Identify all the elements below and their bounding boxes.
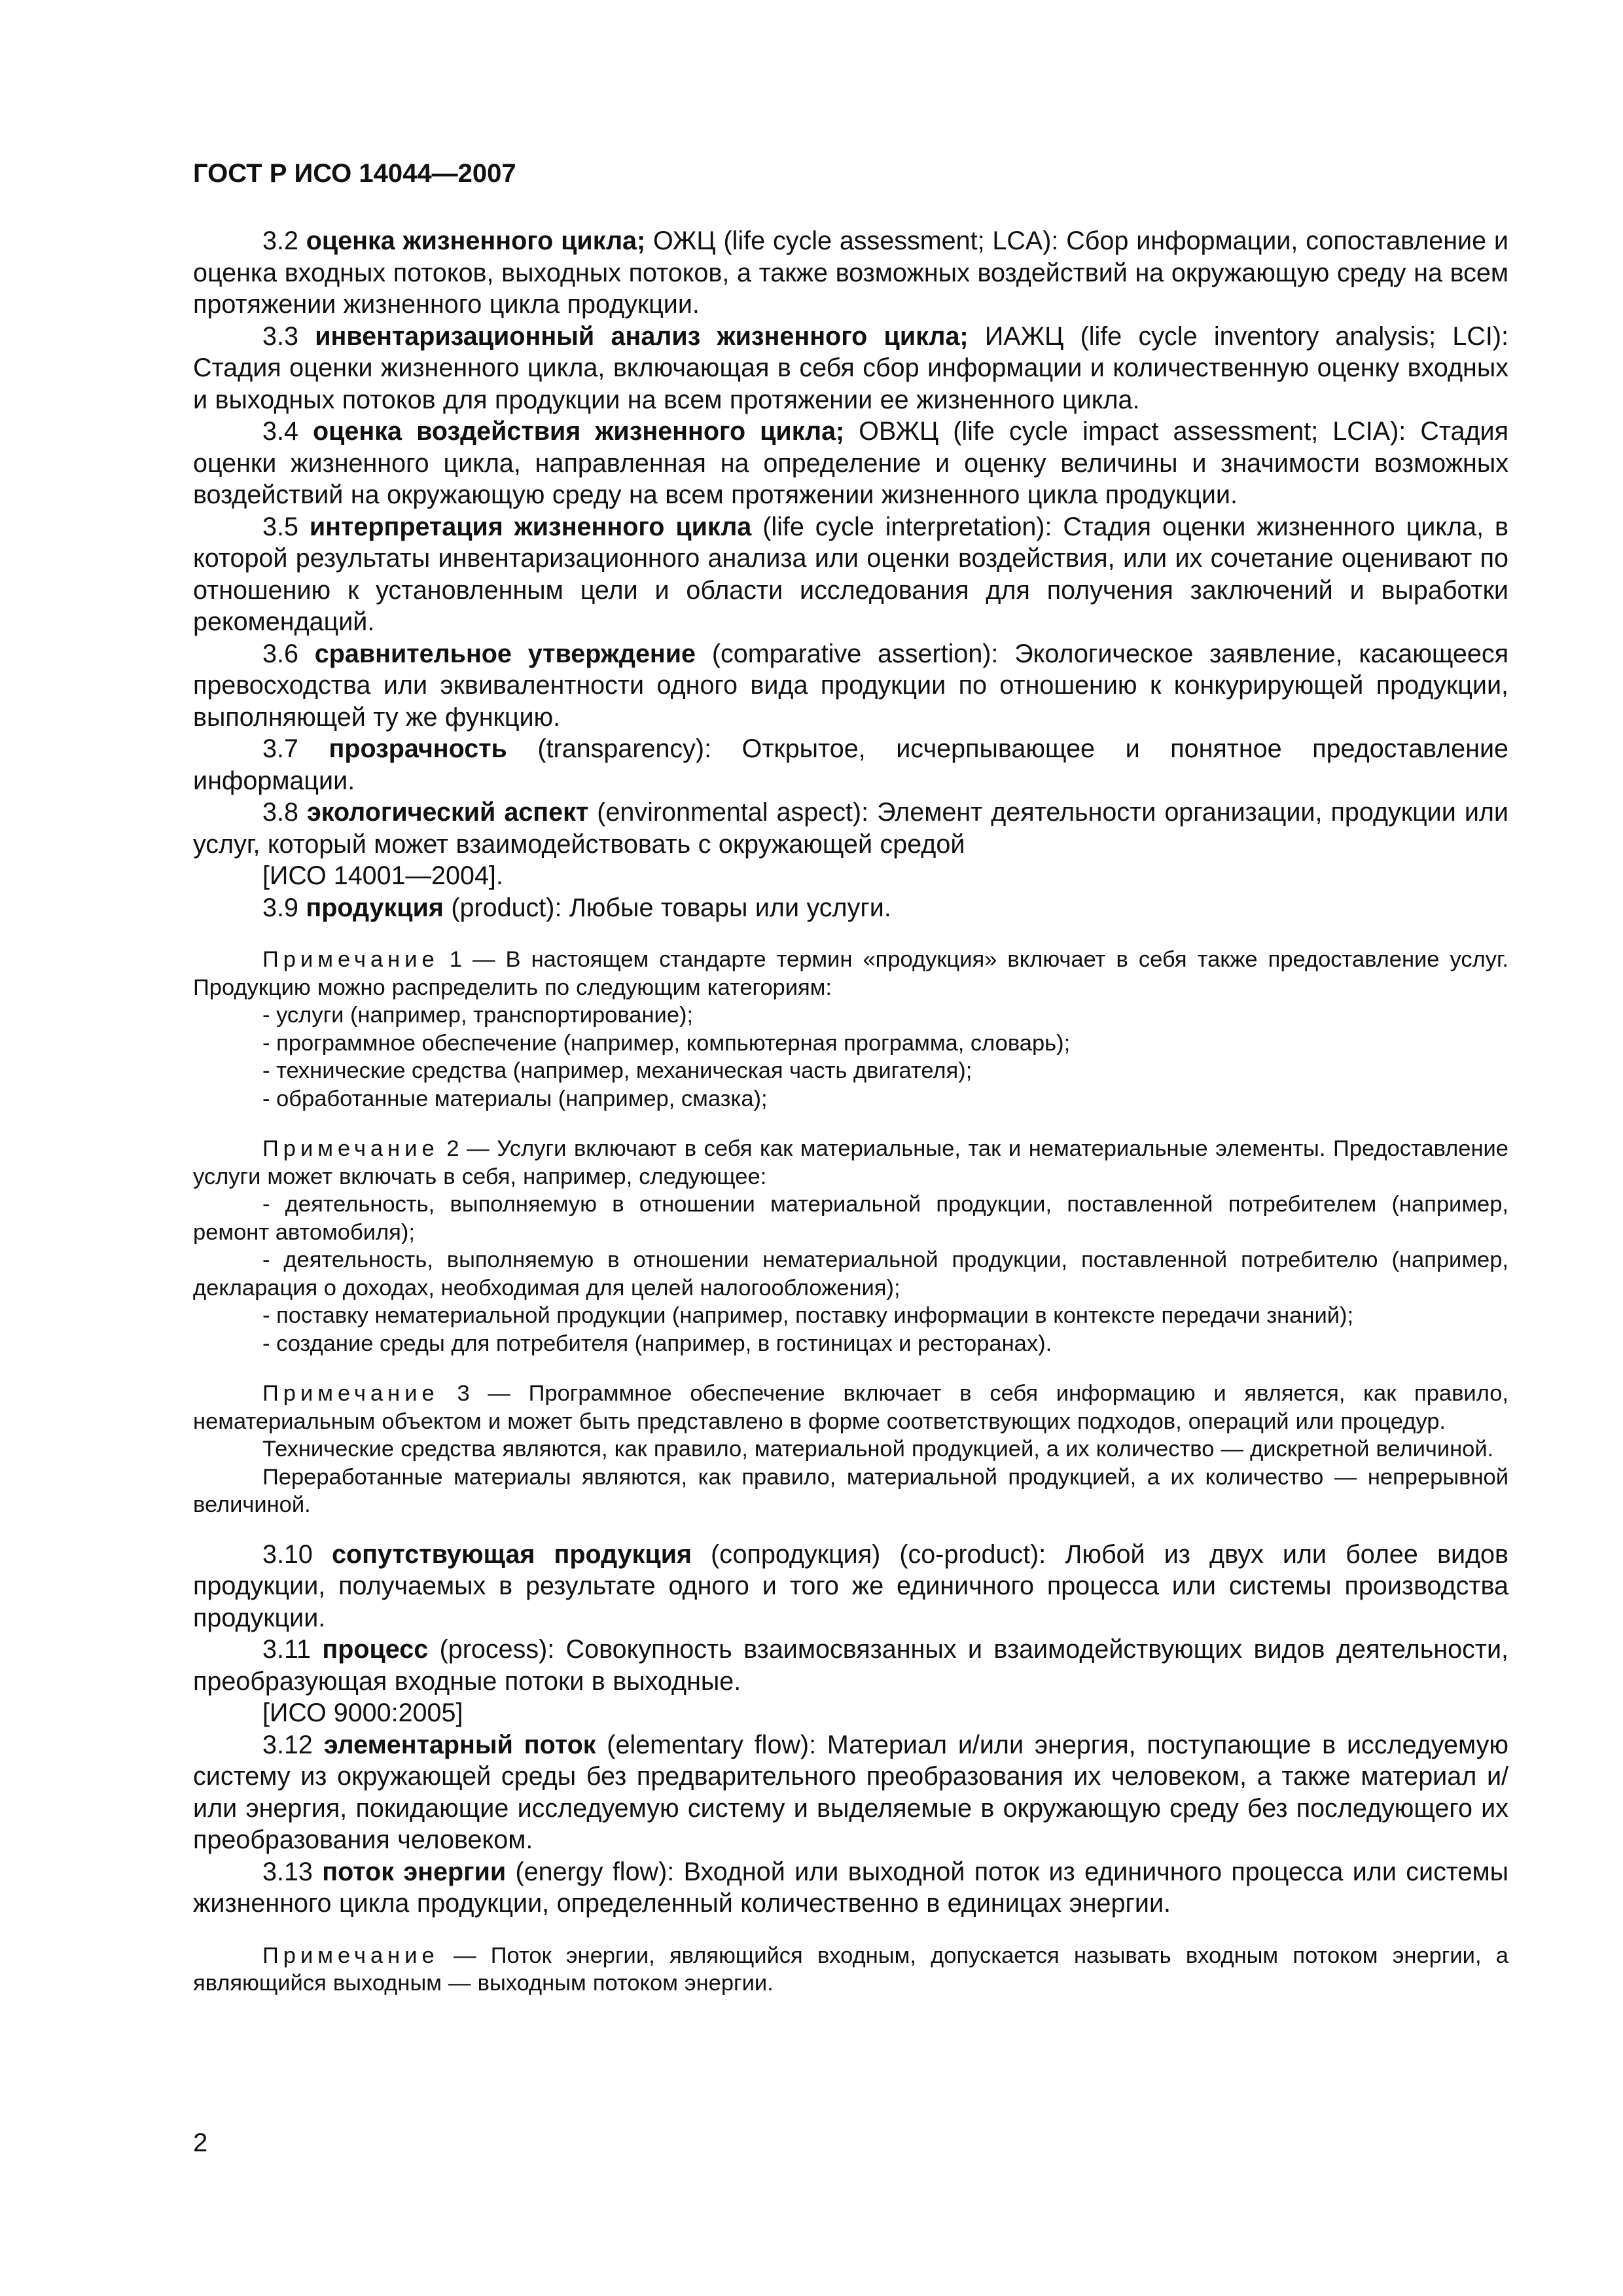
list-item: - поставку нематериальной продукции (например, поставку информации в контексте передачи знаний); xyxy=(262,1303,1354,1328)
term-entry-3-6 xyxy=(193,638,1508,734)
note-4 xyxy=(193,1942,1508,1998)
entry-definition: (environmental aspect): Элемент деятельности организации, продукции или услуг, который может взаимодействовать с окружающей средой xyxy=(193,798,1508,859)
note-text: Примечание 1 — В настоящем стандарте термин «продукция» включает в себя также предоставление услуг. Продукцию можно распределить по следующим категориям: xyxy=(193,947,1508,1000)
entry-number: 3.9 xyxy=(262,893,298,922)
note-label: Примечание xyxy=(262,1381,439,1406)
page-number: 2 xyxy=(193,2128,208,2157)
entry-number: 3.10 xyxy=(262,1539,313,1569)
entry-term: сопутствующая продукция xyxy=(332,1539,692,1569)
term-entry-3-3 xyxy=(193,321,1508,416)
entry-number: 3.5 xyxy=(262,512,298,541)
document-header: ГОСТ Р ИСО 14044—2007 xyxy=(193,159,516,188)
entry-term: элементарный поток xyxy=(323,1730,596,1759)
entry-definition: (сопродукция) (co-product): Любой из двух или более видов продукции, получаемых в результате одного и того же единичного процесса или системы производства продукции. xyxy=(193,1539,1509,1632)
entry-number: 3.4 xyxy=(262,417,298,446)
note-label: Примечание xyxy=(262,1136,439,1161)
note-text: Примечание — Поток энергии, являющийся входным, допускается называть входным потоком энергии, а являющийся выходным — выходным потоком энергии. xyxy=(193,1943,1508,1996)
entry-definition: (transparency): Открытое, исчерпывающее и понятное предоставление информации. xyxy=(193,734,1508,795)
note-label: Примечание xyxy=(262,1943,439,1968)
note-3 xyxy=(193,1380,1508,1519)
entry-number: 3.7 xyxy=(262,734,298,763)
term-entry-3-11 xyxy=(193,1634,1508,1697)
term-entry-3-5 xyxy=(193,511,1508,638)
note-1 xyxy=(193,946,1508,1113)
list-item: - деятельность, выполняемую в отношении нематериальной продукции, поставленной потребителю (например, декларация о доходах, необходимая для целей налогообложения); xyxy=(193,1247,1508,1300)
term-entry-3-7 xyxy=(193,733,1508,797)
entry-definition: ИАЖЦ (life cycle inventory analysis; LCI): Стадия оценки жизненного цикла, включающая в себя сбор информации и количественную оценку входных и выходных потоков для продукции на всем протяжении ее жизненного цикла. xyxy=(193,321,1508,414)
entry-term: продукция xyxy=(306,893,444,922)
entry-definition: ОЖЦ (life cycle assessment; LCA): Сбор информации, сопоставление и оценка входных потоков, выходных потоков, а также возможных воздействий на окружающую среду на всем протяжении жизненного цикла продукции. xyxy=(193,226,1508,319)
entry-definition: (process): Совокупность взаимосвязанных и взаимодействующих видов деятельности, преобразующая входные потоки в выходные. xyxy=(193,1635,1508,1696)
entry-term: прозрачность xyxy=(329,734,507,763)
list-item: - создание среды для потребителя (например, в гостиницах и ресторанах). xyxy=(262,1331,1052,1356)
source-reference: [ИСО 9000:2005] xyxy=(262,1698,463,1727)
note-paragraph: Технические средства являются, как правило, материальной продукцией, а их количество — дискретной величиной. xyxy=(262,1437,1494,1462)
note-2 xyxy=(193,1135,1508,1357)
term-entry-3-10 xyxy=(193,1539,1508,1634)
entry-definition: (product): Любые товары или услуги. xyxy=(443,893,891,922)
list-item: - программное обеспечение (например, компьютерная программа, словарь); xyxy=(262,1030,1071,1056)
entry-number: 3.2 xyxy=(262,226,298,255)
entry-definition: (life cycle interpretation): Стадия оценки жизненного цикла, в которой результаты инвентаризационного анализа или оценки воздействия, или их сочетание оценивают по отношению к установленным цели и области исследования для получения заключений и выработки рекомендаций. xyxy=(193,512,1508,636)
entry-term: экологический аспект xyxy=(306,798,589,827)
entry-term: процесс xyxy=(322,1635,429,1664)
entry-term: инвентаризационный анализ жизненного цикла; xyxy=(315,321,969,351)
entry-number: 3.3 xyxy=(262,321,298,351)
term-entry-3-4 xyxy=(193,416,1508,511)
term-entry-3-8 xyxy=(193,797,1508,860)
list-item: - деятельность, выполняемую в отношении материальной продукции, поставленной потребителем (например, ремонт автомобиля); xyxy=(193,1192,1508,1245)
note-text: Примечание 2 — Услуги включают в себя как материальные, так и нематериальные элементы. Предоставление услуги может включать в себя, например, следующее: xyxy=(193,1136,1508,1189)
entry-definition: (comparative assertion): Экологическое заявление, касающееся превосходства или эквивалентности одного вида продукции по отношению к конкурирующей продукции, выполняющей ту же функцию. xyxy=(193,639,1508,732)
entry-term: сравнительное утверждение xyxy=(314,639,696,668)
entry-definition: ОВЖЦ (life cycle impact assessment; LCIA): Стадия оценки жизненного цикла, направленная на определение и оценку величины и значимости возможных воздействий на окружающую среду на всем протяжении жизненного цикла продукции. xyxy=(193,417,1508,509)
entry-definition: (elementary flow): Материал и/или энергия, поступающие в исследуемую систему из окружающей среды без предварительного преобразования их человеком, а также материал и/или энергия, покидающие исследуемую систему и выделяемые в окружающую среду без последующего их преобразования человеком. xyxy=(193,1730,1508,1854)
list-item: - обработанные материалы (например, смазка); xyxy=(262,1086,768,1111)
list-item: - услуги (например, транспортирование); xyxy=(262,1003,694,1028)
entry-term: оценка воздействия жизненного цикла; xyxy=(313,417,845,446)
entry-definition: (energy flow): Входной или выходной поток из единичного процесса или системы жизненного цикла продукции, определенный количественно в единицах энергии. xyxy=(193,1857,1508,1918)
entry-term: оценка жизненного цикла; xyxy=(306,226,646,255)
term-entry-3-9 xyxy=(193,892,1508,924)
term-entry-3-12 xyxy=(193,1729,1508,1856)
note-label: Примечание xyxy=(262,947,439,972)
entry-number: 3.13 xyxy=(262,1857,313,1886)
source-reference: [ИСО 14001—2004]. xyxy=(262,861,503,890)
entry-number: 3.11 xyxy=(262,1635,311,1664)
list-item: - технические средства (например, механическая часть двигателя); xyxy=(262,1058,972,1083)
entry-term: поток энергии xyxy=(322,1857,507,1886)
entry-number: 3.8 xyxy=(262,798,298,827)
term-entry-3-2 xyxy=(193,225,1508,321)
entry-number: 3.12 xyxy=(262,1730,313,1759)
document-page xyxy=(193,157,1508,2278)
entry-number: 3.6 xyxy=(262,639,298,668)
entry-term: интерпретация жизненного цикла xyxy=(309,512,752,541)
term-entry-3-13 xyxy=(193,1856,1508,1920)
note-text: Примечание 3 — Программное обеспечение включает в себя информацию и является, как правило, нематериальным объектом и может быть представлено в форме соответствующих подходов, операций или процедур. xyxy=(193,1381,1508,1434)
note-paragraph: Переработанные материалы являются, как правило, материальной продукцией, а их количество — непрерывной величиной. xyxy=(193,1464,1508,1517)
